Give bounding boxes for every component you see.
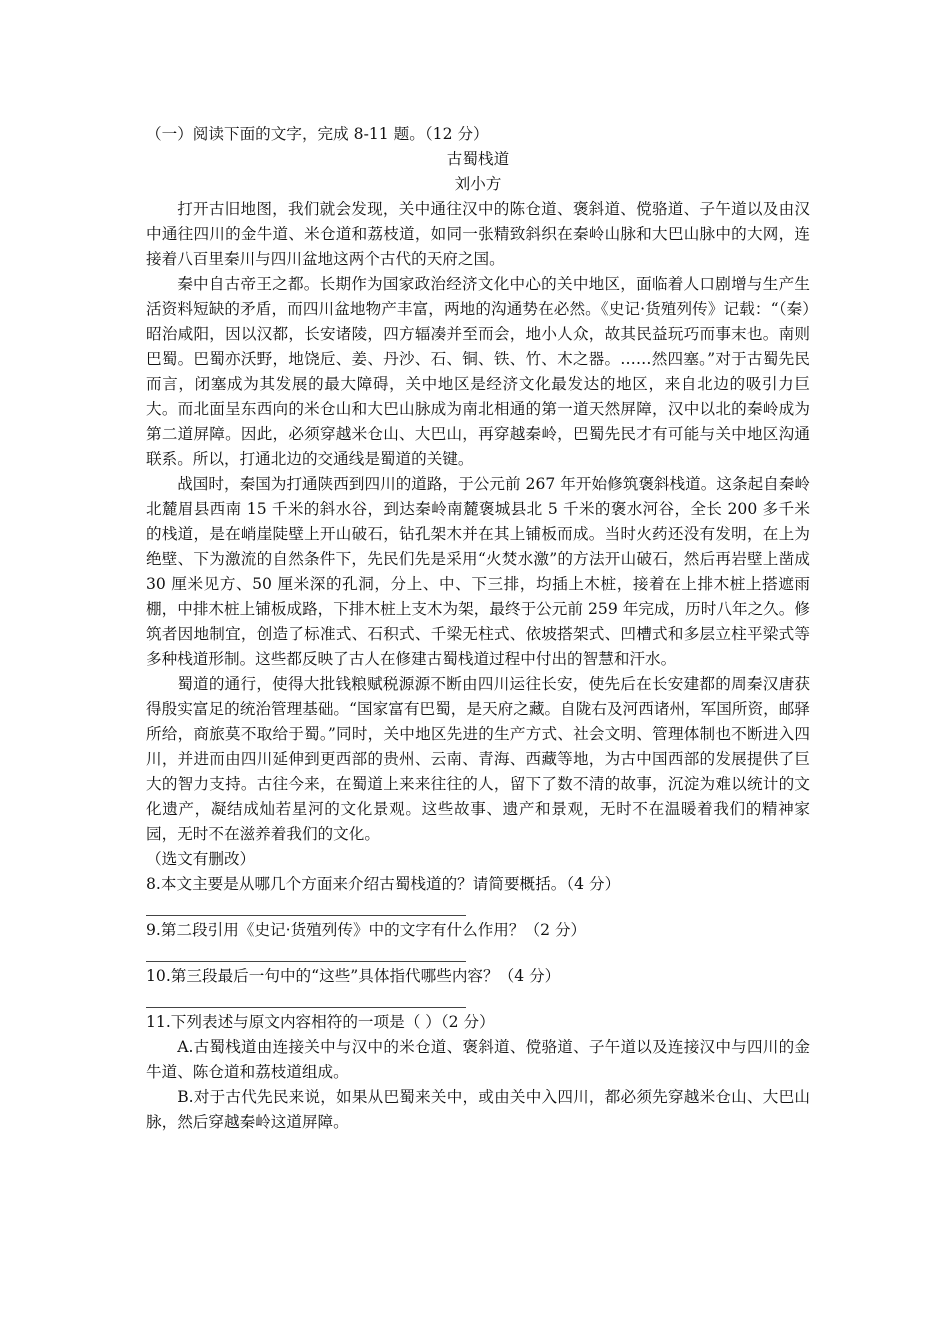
article-paragraph-1: 打开古旧地图，我们就会发现，关中通往汉中的陈仓道、褒斜道、傥骆道、子午道以及由汉中通往四川的金牛道、米仓道和荔枝道，如同一张精致斜织在秦岭山脉和大巴山脉中的大网，连接着八百里秦川与四川盆地这两个古代的天府之国。 [146,200,810,268]
question-10: 10.第三段最后一句中的“这些”具体指代哪些内容？（4 分） [146,967,561,985]
article-paragraph-4: 蜀道的通行，使得大批钱粮赋税源源不断由四川运往长安，使先后在长安建都的周秦汉唐获得殷实富足的统治管理基础。“国家富有巴蜀，是天府之藏。自陇右及河西诸州，军国所资，邮驿所给，商旅莫不取给于蜀。”同时，关中地区先进的生产方式、社会文明、管理体制也不断进入四川，并进而由四川延伸到更西部的贵州、云南、青海、西藏等地，为古中国西部的发展提供了巨大的智力支持。古往今来，在蜀道上来来往往的人，留下了数不清的故事，沉淀为难以统计的文化遗产，凝结成灿若星河的文化景观。这些故事、遗产和景观，无时不在温暖着我们的精神家园，无时不在滋养着我们的文化。 [146,675,810,843]
answer-line-9[interactable] [146,943,466,962]
source-note: （选文有删改） [146,850,256,868]
option-b[interactable]: B.对于古代先民来说，如果从巴蜀来关中，或由关中入四川，都必须先穿越米仓山、大巴山脉，然后穿越秦岭这道屏障。 [146,1088,810,1131]
option-a[interactable]: A.古蜀栈道由连接关中与汉中的米仓道、褒斜道、傥骆道、子午道以及连接汉中与四川的金牛道、陈仓道和荔枝道组成。 [146,1038,810,1081]
article-paragraph-3: 战国时，秦国为打通陕西到四川的道路，于公元前 267 年开始修筑褒斜栈道。这条起自秦岭北麓眉县西南 15 千米的斜水谷，到达秦岭南麓褒城县北 5 千米的褒水河谷，全长 200 多千米的栈道，是在峭崖陡壁上开山破石，钻孔架木并在其上铺板而成。当时火药还没有发明，在上为绝壁、下为激流的自然条件下，先民们先是采用“火焚水激”的方法开山破石，然后再岩壁上凿成 30 厘米见方、50 厘米深的孔洞，分上、中、下三排，均插上木桩，接着在上排木桩上搭遮雨棚，中排木桩上铺板成路，下排木桩上支木为架，最终于公元前 259 年完成，历时八年之久。修筑者因地制宜，创造了标准式、石积式、千梁无柱式、依坡搭架式、凹槽式和多层立柱平梁式等多种栈道形制。这些都反映了古人在修建古蜀栈道过程中付出的智慧和汗水。 [146,475,810,668]
question-11: 11.下列表述与原文内容相符的一项是（ ）（2 分） [146,1013,495,1031]
section-heading: （一）阅读下面的文字，完成 8-11 题。（12 分） [146,125,489,143]
question-8: 8.本文主要是从哪几个方面来介绍古蜀栈道的？请简要概括。（4 分） [146,875,621,893]
answer-line-10[interactable] [146,989,466,1008]
answer-line-8[interactable] [146,897,466,916]
article-title: 古蜀栈道 [446,150,510,168]
article-paragraph-2: 秦中自古帝王之都。长期作为国家政治经济文化中心的关中地区，面临着人口剧增与生产生活资料短缺的矛盾，而四川盆地物产丰富，两地的沟通势在必然。《史记·货殖列传》记载：“（秦）昭治咸阳，因以汉都，长安诸陵，四方辐凑并至而会，地小人众，故其民益玩巧而事末也。南则巴蜀。巴蜀亦沃野，地饶卮、姜、丹沙、石、铜、铁、竹、木之器。……然四塞。”对于古蜀先民而言，闭塞成为其发展的最大障碍，关中地区是经济文化最发达的地区，来自北边的吸引力巨大。而北面呈东西向的米仓山和大巴山脉成为南北相通的第一道天然屏障，汉中以北的秦岭成为第二道屏障。因此，必须穿越米仓山、大巴山，再穿越秦岭，巴蜀先民才有可能与关中地区沟通联系。所以，打通北边的交通线是蜀道的关键。 [146,275,810,468]
exam-page [146,122,810,1135]
article-author: 刘小方 [454,175,502,193]
question-9: 9.第二段引用《史记·货殖列传》中的文字有什么作用？（2 分） [146,921,587,939]
